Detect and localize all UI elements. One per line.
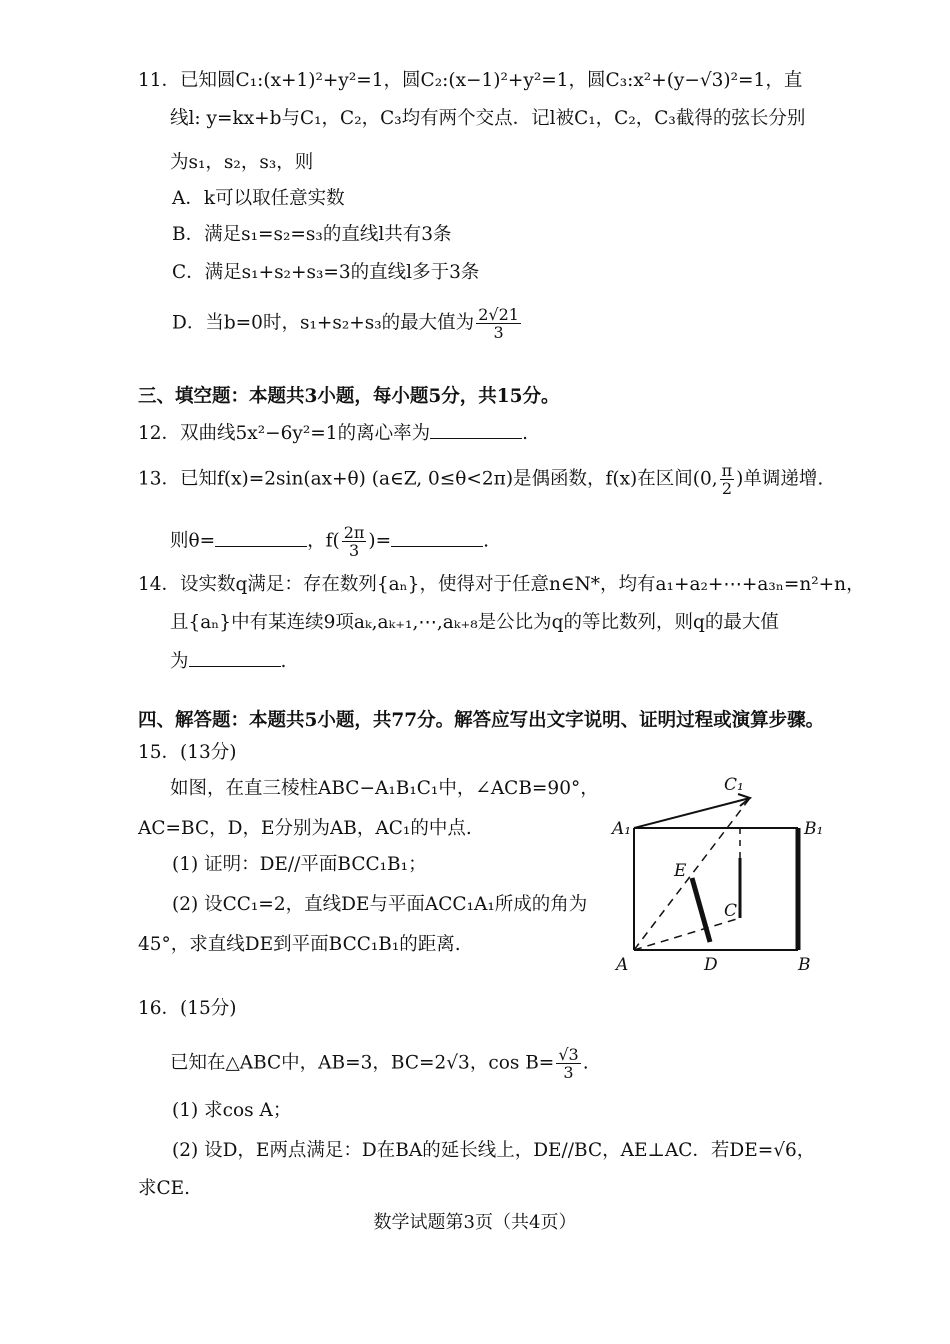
label-a: A bbox=[616, 955, 629, 975]
label-b: B bbox=[798, 955, 811, 975]
edge-a-c1-dashed bbox=[634, 798, 750, 950]
label-e: E bbox=[674, 861, 687, 881]
q13-text-b: )单调递增. bbox=[736, 468, 824, 490]
q15-line2: AC=BC，D，E分别为AB，AC₁的中点. bbox=[138, 818, 472, 839]
q14-line2: 且{aₙ}中有某连续9项aₖ,aₖ₊₁,⋯,aₖ₊₈是公比为q的等比数列，则q的最大值 bbox=[170, 612, 779, 633]
q11-option-d-text: D．当b=0时，s₁+s₂+s₃的最大值为 bbox=[172, 312, 475, 334]
q16-end: . bbox=[582, 1052, 589, 1074]
q15-part1: (1) 证明：DE//平面BCC₁B₁； bbox=[172, 854, 427, 875]
fraction-numerator: √3 bbox=[558, 1045, 579, 1064]
q11-stem-line1: 11．已知圆C₁:(x+1)²+y²=1，圆C₂:(x−1)²+y²=1，圆C₃:x²+(y−√3)²=1，直 bbox=[138, 70, 803, 91]
section-4-heading: 四、解答题：本题共5小题，共77分。解答应写出文字说明、证明过程或演算步骤。 bbox=[138, 710, 825, 731]
q14-line3 bbox=[170, 648, 286, 675]
fraction-denominator: 3 bbox=[348, 541, 360, 560]
q14-end: . bbox=[280, 651, 287, 672]
q12-end: . bbox=[522, 423, 528, 444]
label-c: C bbox=[724, 901, 738, 921]
q11-option-b: B．满足s₁=s₂=s₃的直线l共有3条 bbox=[172, 224, 452, 245]
q15-part2-line1: (2) 设CC₁=2，直线DE与平面ACC₁A₁所成的角为 bbox=[172, 894, 588, 915]
q13-line1 bbox=[138, 462, 823, 497]
q13-value-blank[interactable] bbox=[391, 528, 483, 547]
fraction-denominator: 3 bbox=[493, 323, 504, 342]
q16-part2-line2: 求CE. bbox=[138, 1178, 191, 1199]
q13-line2 bbox=[170, 524, 489, 559]
fraction-numerator: 2√21 bbox=[478, 305, 519, 324]
q16-part1: (1) 求cos A； bbox=[172, 1100, 292, 1121]
q12-answer-blank[interactable] bbox=[430, 420, 522, 439]
page-footer: 数学试题第3页（共4页） bbox=[373, 1212, 577, 1233]
q15-line1: 如图，在直三棱柱ABC−A₁B₁C₁中，∠ACB=90°， bbox=[170, 778, 599, 799]
q14-text: 为 bbox=[170, 651, 189, 672]
label-b1: B₁ bbox=[804, 819, 824, 839]
section-3-heading: 三、填空题：本题共3小题，每小题5分，共15分。 bbox=[138, 386, 560, 407]
label-d: D bbox=[704, 955, 718, 975]
q13-text-a: 13．已知f(x)=2sin(ax+θ) (a∈Z, 0≤θ<2π)是偶函数，f(x)在区间(0, bbox=[138, 468, 718, 490]
q14-answer-blank[interactable] bbox=[189, 648, 281, 667]
q13-end: . bbox=[483, 530, 490, 552]
fraction-denominator: 3 bbox=[563, 1063, 574, 1082]
q11-option-d-fraction bbox=[476, 306, 521, 341]
q13-theta-blank[interactable] bbox=[215, 528, 307, 547]
q12-text: 12．双曲线5x²−6y²=1的离心率为 bbox=[138, 423, 431, 444]
fraction-numerator: π bbox=[721, 461, 733, 480]
label-a1: A₁ bbox=[612, 819, 632, 839]
q16-cosb-fraction bbox=[556, 1046, 580, 1081]
edge-a-c-dashed bbox=[634, 918, 740, 950]
q15-heading: 15．(13分) bbox=[138, 742, 237, 763]
q12 bbox=[138, 420, 528, 447]
q16-text: 已知在△ABC中，AB=3，BC=2√3，cos B= bbox=[170, 1052, 555, 1074]
q13-theta-label: 则θ= bbox=[170, 530, 216, 552]
fraction-numerator: 2π bbox=[343, 523, 365, 542]
q11-option-c: C．满足s₁+s₂+s₃=3的直线l多于3条 bbox=[172, 262, 480, 283]
q13-f-label: ，f( bbox=[307, 530, 340, 552]
q11-option-a: A．k可以取任意实数 bbox=[172, 188, 345, 209]
q11-option-d bbox=[172, 306, 523, 341]
q13-equals: )= bbox=[368, 530, 392, 552]
q16-part2-line1: (2) 设D，E两点满足：D在BA的延长线上，DE//BC，AE⊥AC．若DE=√6， bbox=[172, 1140, 816, 1161]
q13-interval-fraction bbox=[720, 462, 735, 497]
q15-prism-figure bbox=[600, 770, 840, 980]
q16-heading: 16．(15分) bbox=[138, 998, 237, 1019]
q13-arg-fraction bbox=[342, 524, 367, 559]
q11-stem-line2: 线l: y=kx+b与C₁，C₂，C₃均有两个交点．记l被C₁，C₂，C₃截得的弦长分别 bbox=[170, 108, 806, 129]
q14-line1: 14．设实数q满足：存在数列{aₙ}，使得对于任意n∈N*，均有a₁+a₂+⋯+a₃ₙ=n²+n， bbox=[138, 574, 865, 595]
q11-stem-line3: 为s₁，s₂，s₃，则 bbox=[170, 152, 314, 173]
label-c1: C₁ bbox=[724, 775, 744, 795]
q16-line1 bbox=[170, 1046, 589, 1081]
fraction-denominator: 2 bbox=[721, 479, 732, 498]
q15-part2-line2: 45°，求直线DE到平面BCC₁B₁的距离. bbox=[138, 934, 461, 955]
edge-a1-c1 bbox=[634, 798, 750, 828]
